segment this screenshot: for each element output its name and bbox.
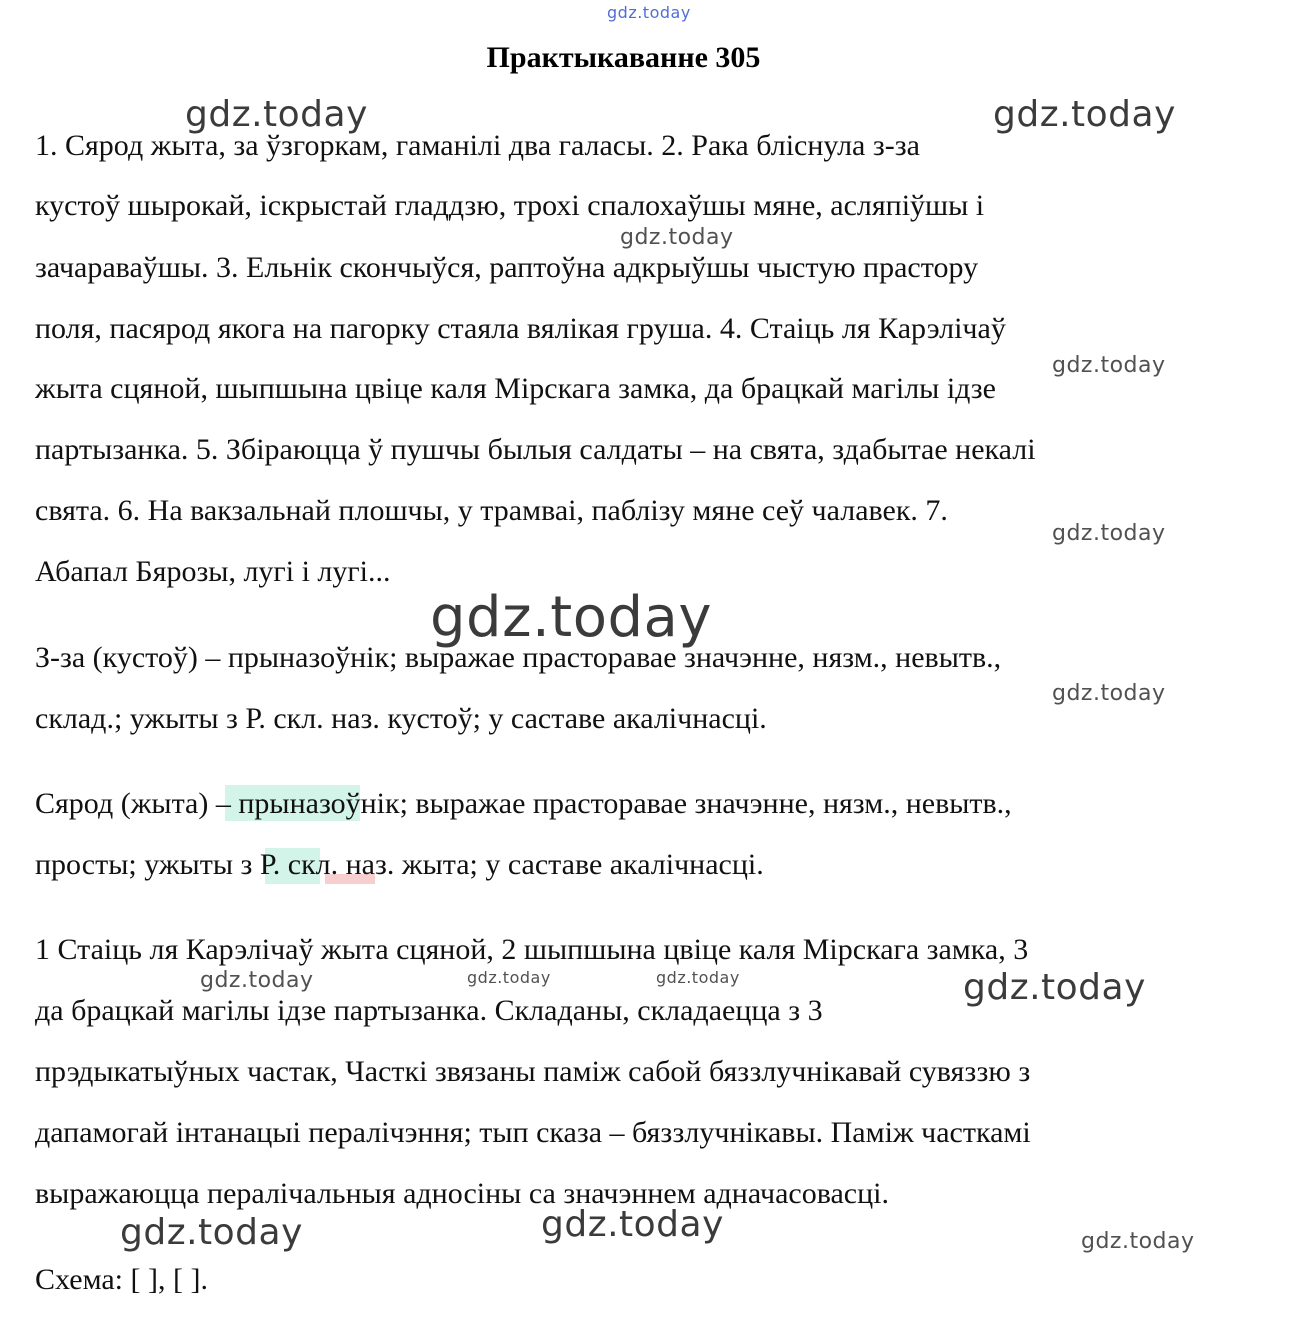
- text-line: просты; ужыты з Р. скл. наз. жыта; у саставе акалічнасці.: [35, 848, 764, 881]
- watermark: gdz.today: [467, 968, 551, 987]
- text-line: Схема: [ ], [ ].: [35, 1263, 208, 1296]
- text-line: дапамогай інтанацыі пералічэння; тып сказа – бяззлучнікавы. Паміж часткамі: [35, 1116, 1031, 1149]
- watermark: gdz.today: [541, 1204, 724, 1245]
- text-line: свята. 6. На вакзальнай плошчы, у трамваі, паблізу мяне сеў чалавек. 7.: [35, 494, 948, 527]
- text-line: склад.; ужыты з Р. скл. наз. кустоў; у саставе акалічнасці.: [35, 702, 767, 735]
- watermark: gdz.today: [200, 968, 314, 993]
- text-line: жыта сцяной, шыпшына цвіце каля Мірскага замка, да брацкай магілы ідзе: [35, 372, 996, 405]
- watermark: gdz.today: [1052, 353, 1166, 378]
- text-line: З-за (кустоў) – прыназоўнік; выражае прасторавае значэнне, нязм., невытв.,: [35, 641, 1002, 674]
- text-line: выражаюцца пералічальныя адносіны са значэннем адначасовасці.: [35, 1177, 889, 1210]
- page-title: Практыкаванне 305: [486, 41, 761, 74]
- watermark: gdz.today: [1052, 521, 1166, 546]
- text-line: Сярод (жыта) – прыназоўнік; выражае прасторавае значэнне, нязм., невытв.,: [35, 787, 1012, 820]
- text-line: кустоў шырокай, іскрыстай гладдзю, трохі спалохаўшы мяне, асляпіўшы і: [35, 189, 985, 222]
- text-line: 1. Сярод жыта, за ўзгоркам, гаманілі два галасы. 2. Рака бліснула з-за: [35, 129, 920, 162]
- text-line: прэдыкатыўных частак, Часткі звязаны паміж сабой бяззлучнікавай сувяззю з: [35, 1055, 1031, 1088]
- text-line: 1 Стаіць ля Карэлічаў жыта сцяной, 2 шыпшына цвіце каля Мірскага замка, 3: [35, 933, 1029, 966]
- text-line: да брацкай магілы ідзе партызанка. Складаны, складаецца з 3: [35, 994, 823, 1027]
- watermark: gdz.today: [430, 585, 713, 650]
- watermark: gdz.today: [656, 968, 740, 987]
- watermark: gdz.today: [185, 94, 368, 135]
- watermark: gdz.today: [963, 967, 1146, 1008]
- watermark: gdz.today: [1052, 681, 1166, 706]
- text-line: зачараваўшы. 3. Ельнік скончыўся, раптоўна адкрыўшы чыстую прастору: [35, 251, 979, 284]
- text-line: Абапал Бярозы, лугі і лугі...: [35, 555, 391, 588]
- watermark: gdz.today: [120, 1212, 303, 1253]
- watermark: gdz.today: [620, 225, 734, 250]
- watermark: gdz.today: [607, 3, 691, 22]
- watermark: gdz.today: [1081, 1229, 1195, 1254]
- text-line: партызанка. 5. Збіраюцца ў пушчы былыя салдаты – на свята, здабытае некалі: [35, 433, 1036, 466]
- watermark: gdz.today: [993, 94, 1176, 135]
- text-line: поля, пасярод якога на пагорку стаяла вялікая груша. 4. Стаіць ля Карэлічаў: [35, 312, 1006, 345]
